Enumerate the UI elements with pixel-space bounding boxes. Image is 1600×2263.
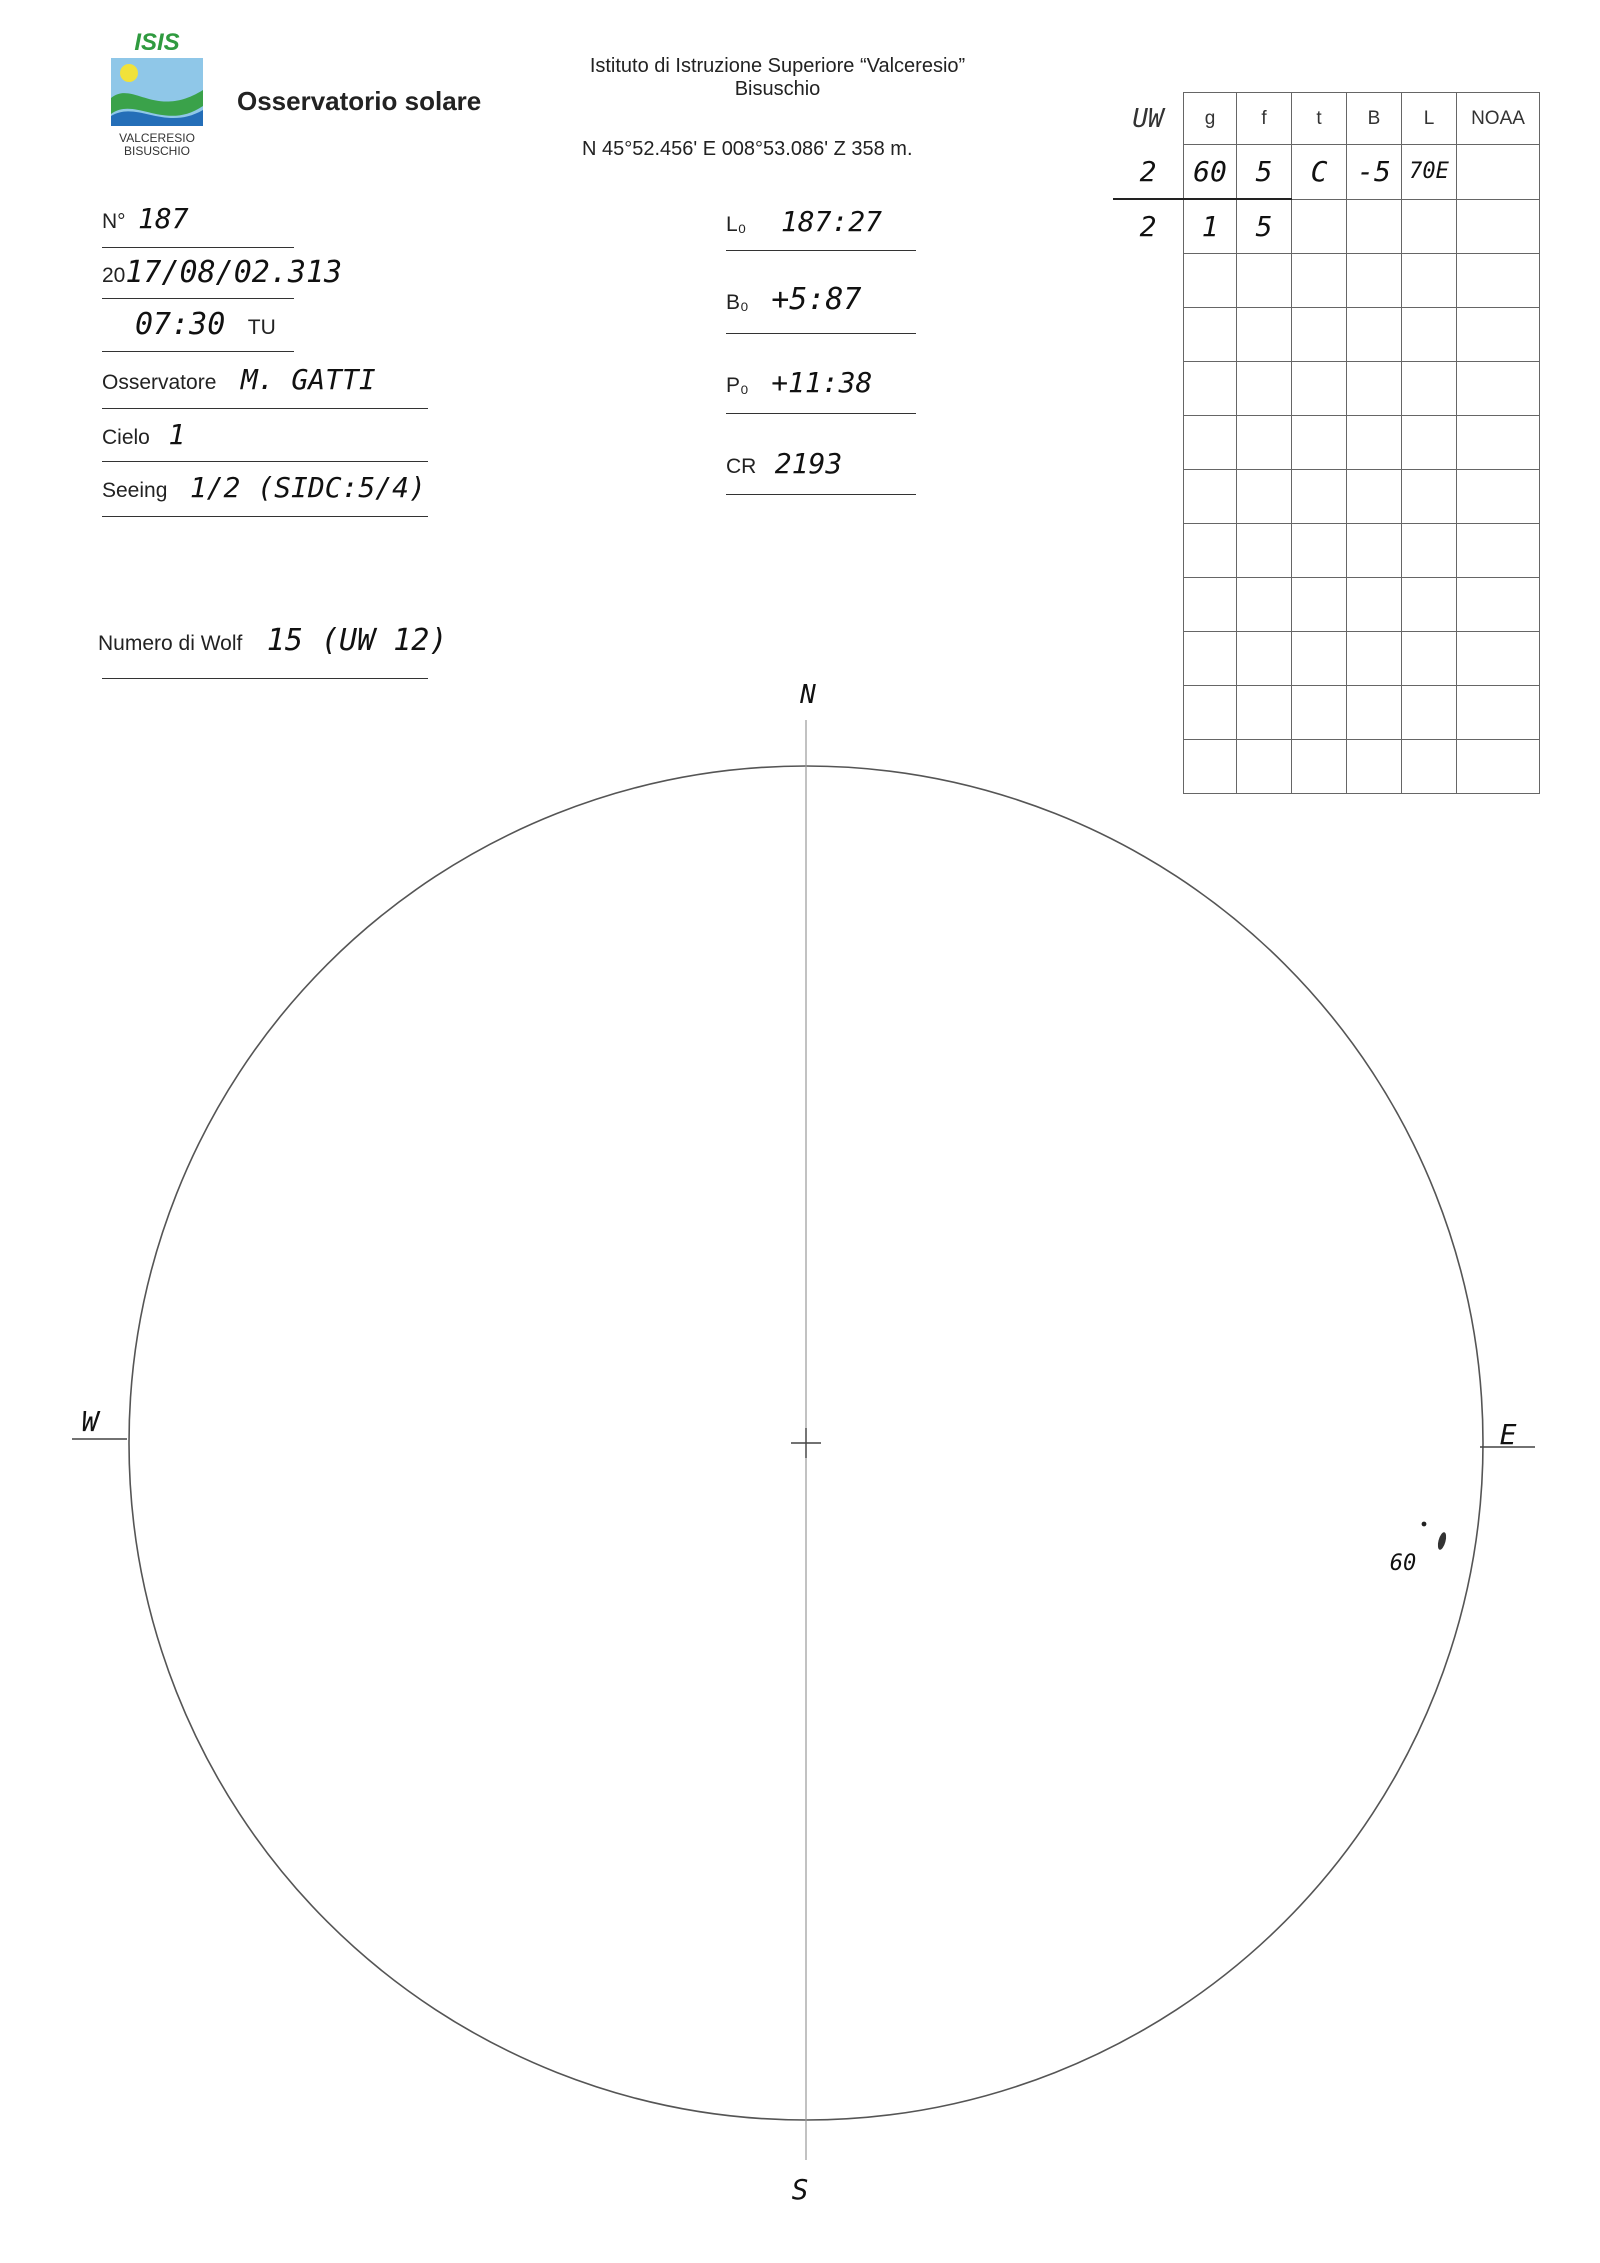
observation-number-label: N° bbox=[102, 210, 126, 233]
date-value: 17/08/02.313 bbox=[125, 255, 343, 290]
table-cell: 60 bbox=[1184, 145, 1237, 200]
header-noaa: NOAA bbox=[1457, 93, 1540, 145]
header-t: t bbox=[1292, 93, 1347, 145]
b0-label: B₀ bbox=[726, 291, 749, 314]
table-cell: -5 bbox=[1347, 145, 1402, 200]
west-label: W bbox=[81, 1405, 99, 1438]
p0-label: P₀ bbox=[726, 374, 749, 397]
table-cell: 70E bbox=[1402, 145, 1457, 200]
south-label: S bbox=[791, 2173, 809, 2206]
table-cell: 5 bbox=[1237, 199, 1292, 254]
east-label: E bbox=[1499, 1418, 1517, 1451]
logo-bottom-line1: VALCERESIO bbox=[119, 131, 195, 145]
observation-number-value: 187 bbox=[138, 202, 189, 235]
table-cell: C bbox=[1292, 145, 1347, 200]
table-cell: 2 bbox=[1139, 154, 1157, 188]
header-b: B bbox=[1347, 93, 1402, 145]
l0-label: L₀ bbox=[726, 213, 747, 236]
time-value: 07:30 bbox=[135, 307, 226, 342]
seeing-value: 1/2 (SIDC:5/4) bbox=[189, 471, 426, 504]
sunspot-group-label: 60 bbox=[1389, 1551, 1417, 1576]
table-cell: 1 bbox=[1184, 199, 1237, 254]
sky-label: Cielo bbox=[102, 426, 150, 449]
header-g: g bbox=[1184, 93, 1237, 145]
header-f: f bbox=[1237, 93, 1292, 145]
wolf-number-label: Numero di Wolf bbox=[98, 632, 243, 655]
header-l: L bbox=[1402, 93, 1457, 145]
logo-top-text: ISIS bbox=[134, 29, 180, 56]
observer-label: Osservatore bbox=[102, 371, 217, 394]
header-uw: UW bbox=[1132, 103, 1164, 134]
table-cell: 5 bbox=[1237, 145, 1292, 200]
school-name-line1: Istituto di Istruzione Superiore “Valceresio” bbox=[589, 55, 966, 77]
observer-value: M. GATTI bbox=[240, 363, 376, 396]
school-name-line2: Bisuschio bbox=[734, 78, 821, 100]
time-suffix: TU bbox=[247, 316, 276, 339]
l0-value: 187:27 bbox=[780, 205, 883, 238]
logo-bottom-line2: BISUSCHIO bbox=[123, 144, 191, 158]
sky-value: 1 bbox=[168, 418, 186, 451]
observatory-name: Osservatorio solare bbox=[237, 86, 482, 116]
cr-label: CR bbox=[726, 455, 757, 478]
p0-value: +11:38 bbox=[771, 366, 873, 399]
date-prefix: 20 bbox=[102, 264, 126, 287]
cr-value: 2193 bbox=[774, 447, 843, 480]
sunspot-small bbox=[1422, 1522, 1427, 1527]
seeing-label: Seeing bbox=[102, 479, 168, 502]
table-cell: 2 bbox=[1113, 199, 1184, 254]
sunspot-large bbox=[1436, 1531, 1447, 1550]
observatory-coordinates: N 45°52.456' E 008°53.086' Z 358 m. bbox=[582, 138, 913, 160]
wolf-number-value: 15 (UW 12) bbox=[266, 623, 448, 658]
b0-value: +5:87 bbox=[771, 282, 862, 317]
north-label: N bbox=[800, 680, 816, 710]
